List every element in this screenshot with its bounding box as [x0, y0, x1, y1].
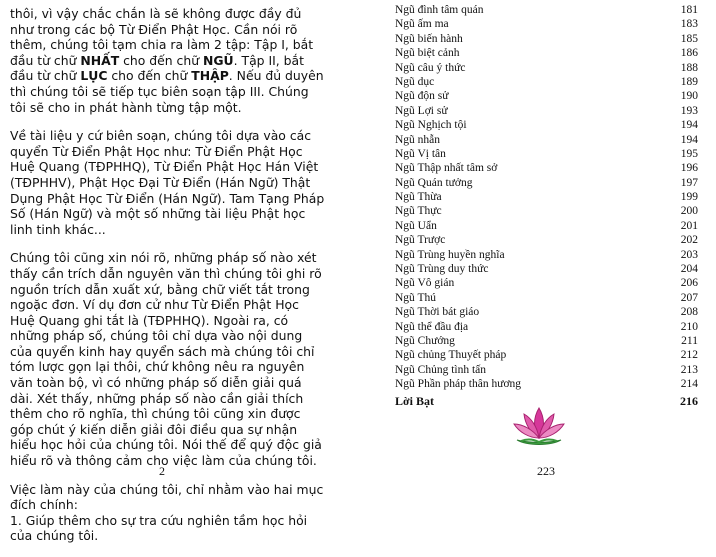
toc-entry — [395, 276, 700, 290]
toc-entry-page: 202 — [680, 234, 698, 247]
toc-entry-title: Ngũ chủng Thuyết pháp — [395, 349, 507, 362]
toc-entry — [395, 176, 700, 190]
toc-entry-page: 186 — [680, 47, 698, 60]
text-run: cho đến chữ — [107, 68, 192, 84]
toc-entry — [395, 377, 700, 391]
toc-entry — [395, 233, 700, 247]
left-page — [0, 0, 358, 544]
toc-entry-title: Ngũ Phần pháp thân hương — [395, 378, 522, 391]
toc-entry-page: 183 — [680, 18, 698, 31]
toc-entry — [395, 32, 700, 46]
toc-entry-title: Ngũ Trùng huyền nghĩa — [395, 248, 505, 261]
toc-entry-title: Ngũ đình tâm quán — [395, 4, 484, 16]
toc-entry-page: 212 — [680, 349, 698, 362]
toc-entry-title: Ngũ câu ý thức — [395, 61, 466, 74]
toc-entry — [395, 104, 700, 118]
toc-entry-page: 214 — [680, 378, 698, 391]
toc-entry-title: Ngũ biến hành — [395, 32, 463, 45]
bold-term: NGŨ — [203, 52, 234, 68]
toc-entry — [395, 161, 700, 175]
toc-entry-title: Ngũ ấm ma — [395, 18, 449, 31]
table-of-contents — [395, 3, 700, 408]
toc-entry — [395, 262, 700, 276]
bold-term: NHẤT — [80, 52, 120, 68]
toc-entry-page: 206 — [680, 277, 698, 290]
toc-entry-page: 200 — [680, 205, 698, 218]
toc-entry — [395, 334, 700, 348]
toc-entry-title: Ngũ nhẫn — [395, 133, 441, 146]
toc-entry-page: 211 — [681, 334, 698, 347]
toc-entry-title: Lời Bạt — [395, 393, 434, 408]
toc-entry-page: 194 — [680, 119, 698, 132]
toc-entry-page: 196 — [680, 162, 698, 175]
left-page-text — [10, 6, 325, 557]
toc-entry-page: 185 — [680, 32, 698, 45]
text-run: cho đến chữ — [119, 52, 204, 68]
text-run: 1. Giúp thêm cho sự tra cứu nghiên tầm học hỏi của chúng tôi. — [10, 512, 308, 544]
toc-entry-page: 188 — [680, 61, 698, 74]
toc-entry — [395, 17, 700, 31]
toc-entry-page: 181 — [680, 4, 698, 16]
text-run: . Tập II, bắt đầu từ chữ — [10, 52, 304, 84]
toc-entry-title: Ngũ Trược — [395, 234, 446, 247]
toc-entry-page: 204 — [680, 263, 698, 276]
toc-entry-page: 216 — [680, 393, 698, 408]
toc-entry-title: Ngũ Thực — [395, 205, 442, 218]
toc-entry-title: Ngũ Vô gián — [395, 277, 455, 290]
toc-entry-page: 189 — [680, 75, 698, 88]
toc-entry-page: 193 — [680, 104, 698, 117]
toc-entry — [395, 305, 700, 319]
toc-entry-title: Ngũ Thừa — [395, 191, 442, 204]
toc-entry-page: 195 — [680, 147, 698, 160]
toc-entry-title: Ngũ biệt cảnh — [395, 47, 460, 60]
left-page-number: 2 — [159, 464, 165, 478]
toc-entry-title: Ngũ Thập nhất tâm sở — [395, 162, 498, 175]
paragraph — [10, 482, 325, 544]
right-page-number: 223 — [537, 464, 555, 478]
toc-entry-title: Ngũ Uẩn — [395, 219, 437, 232]
toc-entry — [395, 75, 700, 89]
toc-entry-title: Ngũ Thời bát giáo — [395, 306, 480, 319]
text-run: thôi, vì vậy chắc chắn là sẽ không được đầy đủ như trong các bộ Từ Điển Phật Học. Cần nói rõ thêm, chúng tôi tạm chia ra làm 2 tập: Tập I, bắt đầu từ chữ — [10, 6, 314, 68]
bold-term: THẬP — [191, 68, 229, 84]
toc-entry — [395, 190, 700, 204]
toc-entry — [395, 133, 700, 147]
paragraph — [10, 128, 325, 237]
bold-term: LỤC — [80, 68, 108, 84]
toc-entry — [395, 204, 700, 218]
text-run: Về tài liệu y cứ biên soạn, chúng tôi dựa vào các quyển Từ Điển Phật Học như: Từ Điển Phật Học Huệ Quang (TĐPHHQ), Từ Điển Phật Học Hán Việt (TĐPHHV), Phật Học Đại Từ Điển (Hán Ngữ) Thật Dụng Phật Học Từ Điển (Hán Ngữ). Tam Tạng Pháp Số (Hán Ngữ) và một số những tài liệu Phật học linh tinh khác... — [10, 128, 325, 237]
toc-entry-page: 210 — [680, 320, 698, 333]
toc-entry — [395, 248, 700, 262]
toc-entry-page: 213 — [680, 363, 698, 376]
text-run: Việc làm này của chúng tôi, chỉ nhằm vào hai mục đích chính: — [10, 481, 324, 513]
toc-entry-title: Ngũ Lợi sử — [395, 104, 448, 117]
toc-entry-page: 208 — [680, 306, 698, 319]
text-run: . Nếu đủ duyên thì chúng tôi sẽ tiếp tục biên soạn tập III. Chúng tôi sẽ cho in phát hành từng tập một. — [10, 68, 324, 115]
toc-entry — [395, 320, 700, 334]
toc-entry — [395, 46, 700, 60]
toc-entry — [395, 363, 700, 377]
toc-entry — [395, 61, 700, 75]
toc-entry-title: Ngũ Quán tưởng — [395, 176, 473, 189]
toc-entry-title: Ngũ Trùng duy thức — [395, 263, 489, 276]
toc-entry — [395, 118, 700, 132]
paragraph — [10, 6, 325, 115]
toc-entry — [395, 3, 700, 17]
toc-entry-page: 199 — [680, 191, 698, 204]
toc-entry — [395, 147, 700, 161]
toc-entry-title: Ngũ thể đầu địa — [395, 320, 469, 333]
toc-entry-title: Ngũ Nghịch tội — [395, 119, 467, 132]
toc-entry-title: Ngũ độn sử — [395, 90, 449, 103]
toc-entry-title: Ngũ Thú — [395, 291, 436, 304]
toc-entry-page: 197 — [680, 176, 698, 189]
toc-entry-title: Ngũ Vị tân — [395, 147, 446, 160]
toc-entry — [395, 219, 700, 233]
toc-entry — [395, 348, 700, 362]
toc-entry-page: 203 — [680, 248, 698, 261]
toc-entry-page: 207 — [680, 291, 698, 304]
text-run: Chúng tôi cũng xin nói rõ, những pháp số nào xét thấy cần trích dẫn nguyên văn thì chúng tôi ghi rõ nguồn trích dẫn xuất xứ, bằng chữ viết tắt trong ngoặc đơn. Ví dụ đơn cử như Từ Điển Phật Học Huệ Quang ghi tắt là (TĐPHHQ). Ngoài ra, có những pháp số, chúng tôi chỉ dựa vào nội dung của quyển kinh hay quyển sách mà chúng tôi chỉ tóm lược gọn lại thôi, chứ không nêu ra nguyên văn toàn bộ, vì có những pháp số diễn giải quá dài. Xét thấy, những pháp số nào cần giải thích thêm cho rõ nghĩa, thì chúng tôi cũng xin được góp chút ý kiến diễn giải đôi điều qua sự nhận hiểu học hỏi của chúng tôi. Nói thế để quý độc giả hiểu rõ và thông cảm cho việc làm của chúng tôi. — [10, 250, 322, 469]
toc-entry-page: 190 — [680, 90, 698, 103]
right-page — [358, 0, 716, 480]
toc-entry — [395, 291, 700, 305]
toc-entry-page: 194 — [680, 133, 698, 146]
toc-entry-title: Ngũ Chướng — [395, 334, 455, 347]
toc-entry-page: 201 — [680, 219, 698, 232]
paragraph — [10, 250, 325, 468]
toc-entry-title: Ngũ Chủng tình tấn — [395, 363, 487, 376]
toc-entry-title: Ngũ dục — [395, 75, 435, 88]
toc-entry — [395, 89, 700, 103]
lotus-icon — [511, 404, 567, 448]
